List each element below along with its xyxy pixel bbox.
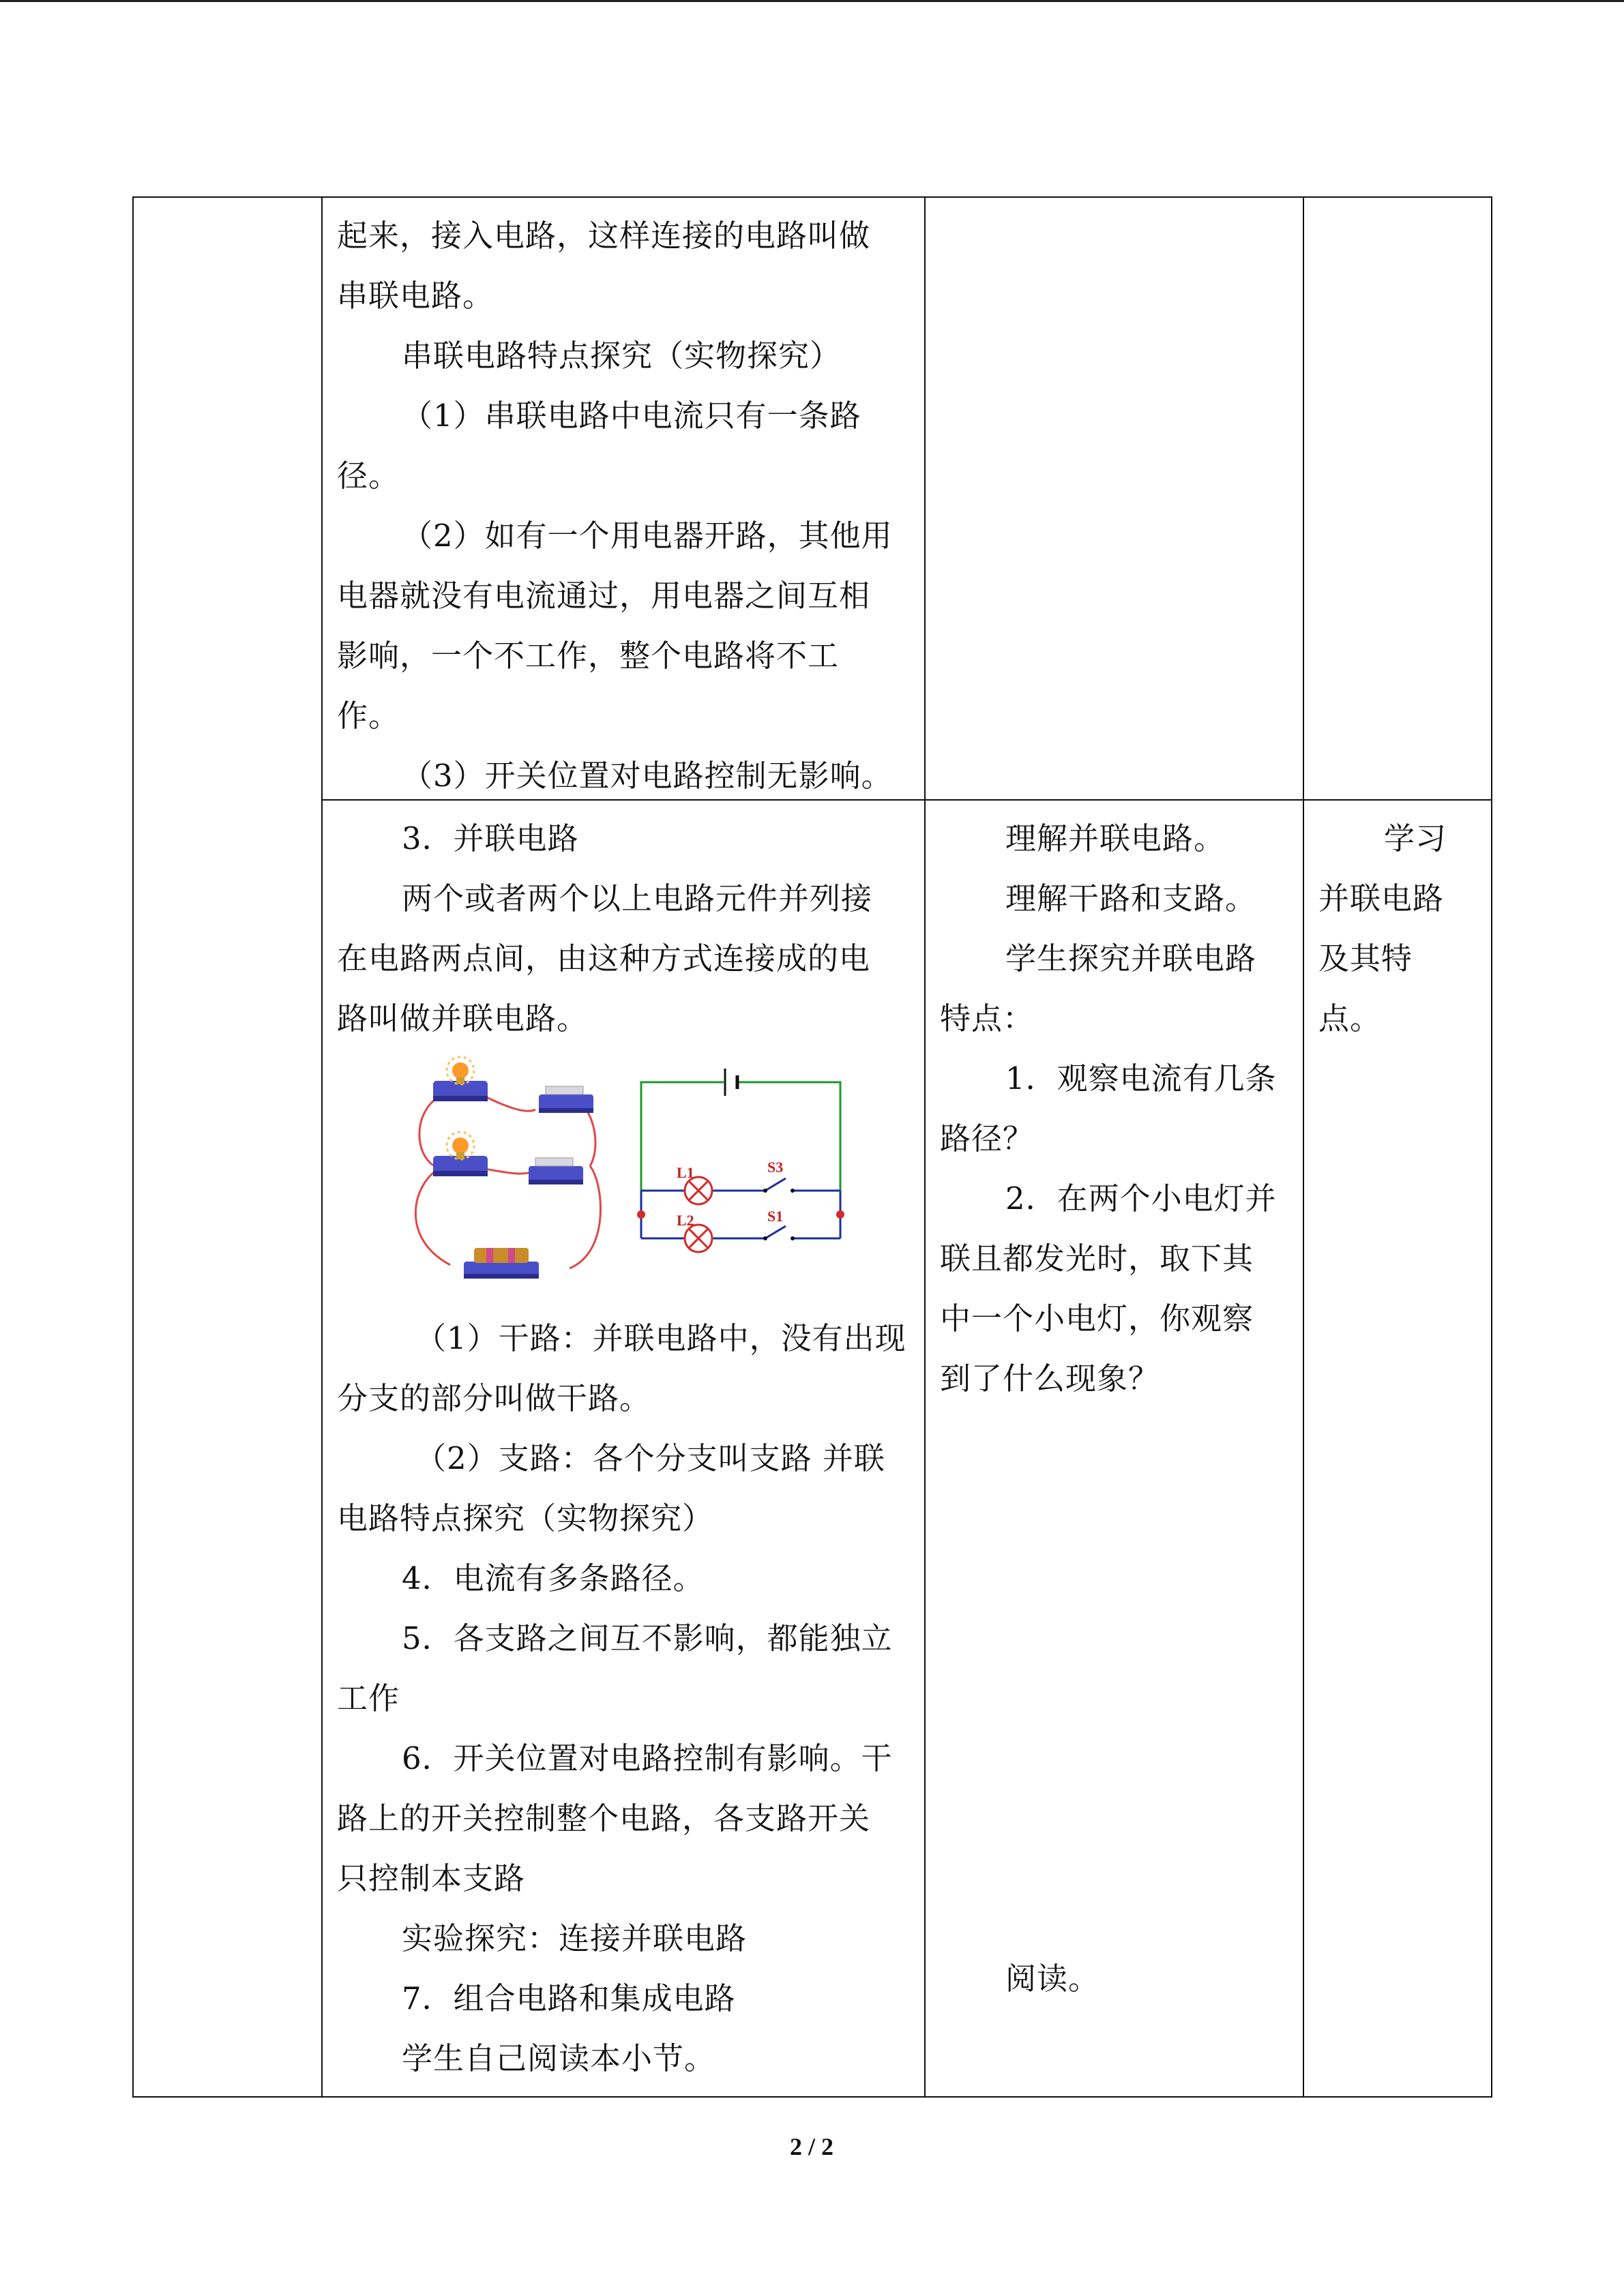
label-l2: L2 — [677, 1212, 694, 1229]
text-line: 理解干路和支路。 — [1005, 880, 1257, 916]
text-line: 特点： — [940, 1000, 1035, 1037]
col-border-1 — [132, 196, 134, 2098]
text-line: 及其特 — [1318, 940, 1413, 976]
text-line: 径。 — [337, 458, 400, 494]
text-line: 电器就没有电流通过，用电器之间互相 — [337, 578, 871, 614]
text-line: （2）支路：各个分支叫支路 并联 — [415, 1440, 885, 1476]
text-line: 串联电路。 — [337, 278, 494, 314]
text-line: 点。 — [1318, 1000, 1382, 1037]
switch-s3 — [765, 1178, 786, 1191]
text-line: （1）干路：并联电路中，没有出现 — [415, 1320, 906, 1356]
text-line: 到了什么现象？ — [940, 1360, 1160, 1397]
row-divider — [321, 799, 1492, 801]
junction-dot — [637, 1210, 645, 1219]
text-line: 电路特点探究（实物探究） — [337, 1500, 714, 1536]
parallel-circuit-figure — [399, 1047, 849, 1289]
col-border-4 — [1303, 196, 1304, 2098]
text-line: 路径？ — [940, 1120, 1035, 1157]
main-wire — [739, 1082, 840, 1214]
page-top-border — [0, 0, 1624, 2]
text-line: 学生探究并联电路 — [1005, 940, 1257, 976]
text-line: 阅读。 — [1005, 1960, 1100, 1997]
lamp-l1-symbol — [685, 1177, 712, 1204]
text-line: 影响，一个不工作，整个电路将不工 — [337, 638, 840, 674]
label-s3: S3 — [767, 1159, 784, 1176]
text-line: （3）开关位置对电路控制无影响。 — [402, 758, 893, 794]
col-border-3 — [924, 196, 926, 2098]
text-line: 学习 — [1384, 820, 1447, 856]
table-top-border — [132, 196, 1492, 198]
text-line: 并联电路 — [1318, 880, 1445, 916]
physical-circuit-illustration — [415, 1057, 600, 1279]
table-bottom-border — [132, 2096, 1492, 2098]
lamp-l2-symbol — [685, 1225, 712, 1252]
text-line: 作。 — [337, 698, 400, 734]
text-line: 起来，接入电路，这样连接的电路叫做 — [337, 218, 871, 254]
text-line: 路上的开关控制整个电路，各支路开关 — [337, 1800, 871, 1836]
text-line: 两个或者两个以上电路元件并列接 — [402, 880, 873, 916]
text-line: 串联电路特点探究（实物探究） — [402, 338, 842, 374]
page-number: 2 / 2 — [789, 2133, 833, 2160]
text-line: 4．电流有多条路径。 — [402, 1560, 705, 1596]
section-heading: 3．并联电路 — [402, 820, 579, 856]
junction-dot — [836, 1210, 844, 1219]
text-line: 分支的部分叫做干路。 — [337, 1380, 651, 1416]
text-line: 5．各支路之间互不影响，都能独立 — [402, 1620, 893, 1656]
label-l1: L1 — [677, 1164, 694, 1181]
col-border-5 — [1491, 196, 1492, 2098]
col-border-2 — [321, 196, 323, 2098]
text-line: 工作 — [337, 1680, 400, 1716]
text-line: （2）如有一个用电器开路，其他用 — [402, 518, 893, 554]
text-line: 2．在两个小电灯并 — [1005, 1180, 1277, 1217]
label-s1: S1 — [767, 1208, 784, 1225]
text-line: 联且都发光时，取下其 — [940, 1240, 1254, 1277]
text-line: （1）串联电路中电流只有一条路 — [402, 398, 861, 434]
text-line: 只控制本支路 — [337, 1860, 526, 1896]
text-line: 1．观察电流有几条 — [1005, 1060, 1277, 1097]
text-line: 实验探究：连接并联电路 — [402, 1920, 748, 1956]
text-line: 在电路两点间，由这种方式连接成的电 — [337, 940, 871, 976]
circuit-schematic — [637, 1069, 844, 1252]
switch-s1 — [765, 1226, 786, 1238]
text-line: 理解并联电路。 — [1005, 820, 1226, 856]
text-line: 7．组合电路和集成电路 — [402, 1980, 736, 2016]
text-line: 路叫做并联电路。 — [337, 1000, 589, 1037]
text-line: 中一个小电灯，你观察 — [940, 1300, 1254, 1337]
text-line: 6．开关位置对电路控制有影响。干 — [402, 1740, 893, 1776]
text-line: 学生自己阅读本小节。 — [402, 2040, 716, 2076]
